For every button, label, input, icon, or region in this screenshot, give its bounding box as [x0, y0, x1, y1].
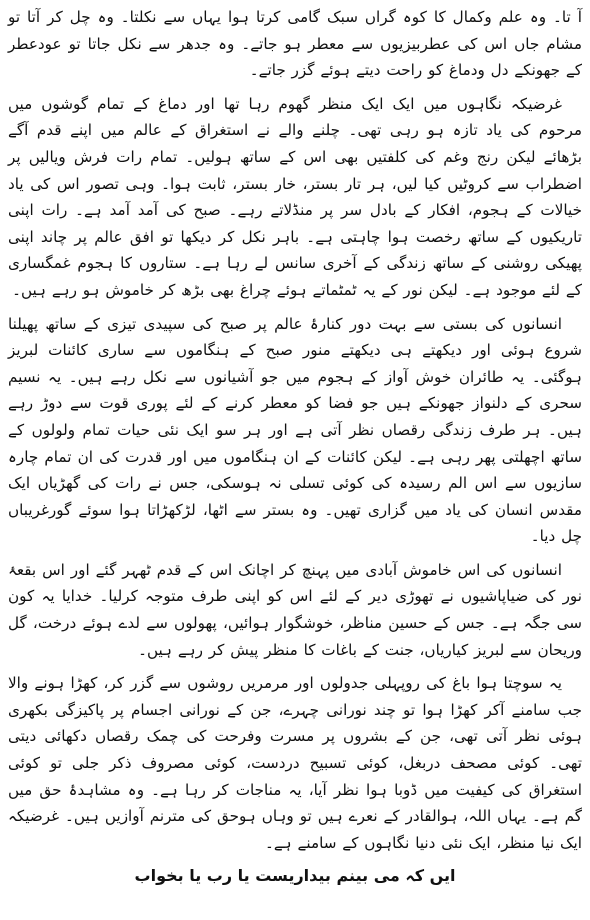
paragraph-3: انسانوں کی بستی سے بہت دور کنارۂ عالم پر صبح کی سپیدی تیزی کے ساتھ پھیلنا شروع ہوئی اور دیکھتے ہی دیکھتے منور صبح کے ہنگاموں سے ساری کائنات لبریز ہوگئی۔ یہ طائران خوش آواز کے ہجوم میں جو آشیانوں سے نکل رہے ہیں۔ یہ نسیم سحری کے دلنواز جھونکے ہیں جو فضا کو معطر کرنے کے لئے پوری قوت سے دوڑ رہے ہیں۔ ہر طرف زندگی رقصاں نظر آتی ہے اور ہر سو ایک نئی حیات تمام ولولوں کے ساتھ اچھلتی پھر رہی ہے۔ لیکن کائنات کے ان ہنگاموں میں اور قدرت کی ان تمام چارہ سازیوں سے اس الم رسیدہ کی کوئی تسلی نہ ہوسکی، جس نے رات کی گھڑیاں ایک مقدس انسان کی یاد میں گزاری تھیں۔ وہ بستر سے اٹھا، لڑکھڑاتا ہوا سوئے گورغریباں چل دیا۔: [8, 314, 582, 546]
paragraph-1: آ تا۔ وہ علم وکمال کا کوہ گراں سبک گامی کرتا ہوا یہاں سے نکلتا۔ وہ چل کر آتا تو مشام جاں اس کی عطربیزیوں سے معطر ہو جاتے۔ وہ جدھر سے نکل جاتا تو عودعطر کے جھونکے دل ودماغ کو راحت دیتے ہوئے گزر جاتے۔: [8, 8, 582, 80]
paragraph-2: غرضیکہ نگاہوں میں ایک ایک منظر گھوم رہا تھا اور دماغ کے تمام گوشوں میں مرحوم کی یاد تازہ ہو رہی تھی۔ چلنے والے نے استغراق کے عالم میں اپنے قدم آگے بڑھائے لیکن رنج وغم کی کلفتیں بھی اس کے ساتھ ہولیں۔ تمام رات فرش ویالیں پر اضطراب سے کروٹیں کیا لیں، ہر تار بستر، خار بستر، ثابت ہوا۔ وہی تصور اس کی یاد خیالات کے ہجوم، افکار کے بادل سر پر منڈلاتے رہے۔ صبح کی آمد آمد ہے۔ رات اپنی تاریکیوں کے ساتھ رخصت ہوا چاہتی ہے۔ باہر نکل کر دیکھا تو افق عالم پر چاند اپنی پھیکی روشنی کے ساتھ زندگی کے آخری سانس لے رہا ہے۔ ستاروں کا ہجوم غمگساری کے لئے موجود ہے۔ لیکن نور کے یہ ٹمٹماتے ہوئے چراغ بھی بڑھ کر خاموش ہو رہے ہیں۔: [8, 94, 582, 299]
paragraph-4: انسانوں کی اس خاموش آبادی میں پہنچ کر اچانک اس کے قدم ٹھہر گئے اور اس بقعۂ نور کی ضیاپاشیوں نے تھوڑی دیر کے لئے اس کو اپنی طرف متوجہ کرلیا۔ خدایا یہ کون سی جگہ ہے۔ جس کے حسین مناظر، خوشگوار ہوائیں، پھولوں سے لدے ہوئے درخت، گل وریحان سے لبریز کیاریاں، جنت کے باغات کا منظر پیش کر رہے ہیں۔: [8, 560, 582, 659]
paragraph-5: یہ سوچتا ہوا باغ کی روپہلی جدولوں اور مرمریں روشوں سے گزر کر، کھڑا ہونے والا جب سامنے آکر کھڑا ہوا تو چند نورانی چہرے، جن کے نورانی اجسام پر پاکیزگی بکھری ہوئی نظر آتی تھی، جن کے بشروں پر مسرت وفرحت کی چمک رقصاں دکھائی دیتی تھی۔ کوئی مصحف دربغل، کوئی تسبیح دردست، کوئی مصروف ذکر جلی تو کوئی استغراق کی کیفیت میں ڈوبا ہوا نظر آیا، یہ مناجات کر رہا ہے۔ وہ مشاہدۂ حق میں گم ہے۔ یہاں اللہ، ہوالقادر کے نعرے ہیں تو وہاں ہوحق کی مترنم آوازیں ہیں۔ غرضیکہ ایک نیا منظر، ایک نئی دنیا نگاہوں کے سامنے ہے۔: [8, 674, 582, 852]
closing-verse: ایں کہ می بینم بیداریست یا رب یا بخواب: [134, 866, 456, 886]
